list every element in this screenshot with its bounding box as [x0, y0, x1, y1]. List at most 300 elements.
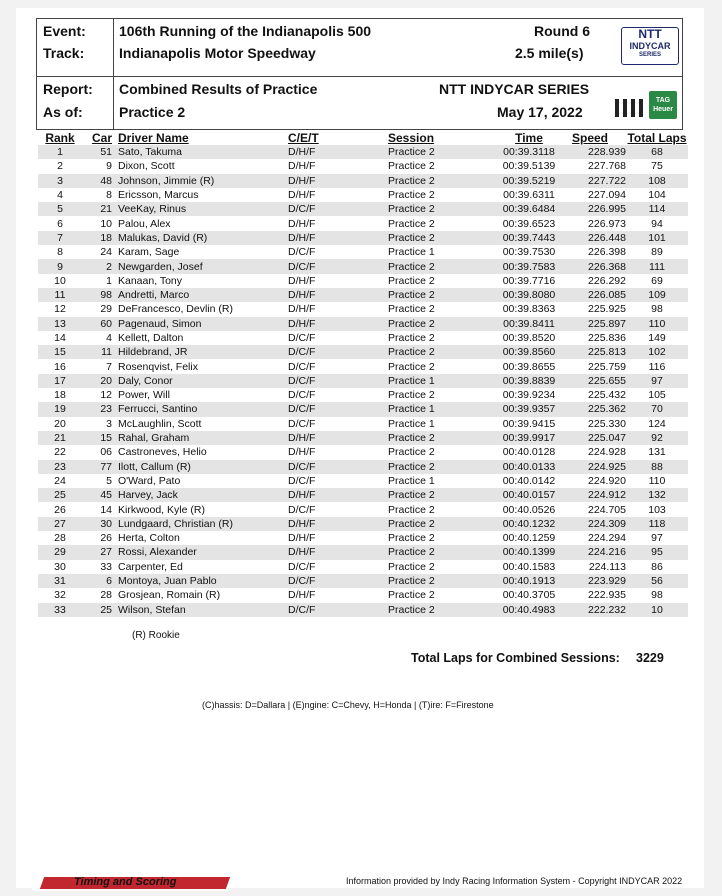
- rank-cell: 32: [54, 589, 66, 602]
- speed-cell: 224.113: [588, 560, 626, 573]
- table-row: [38, 302, 688, 316]
- driver-cell: Ilott, Callum (R): [118, 460, 288, 474]
- session-cell: Practice 1: [388, 474, 435, 487]
- driver-cell: Lundgaard, Christian (R): [118, 517, 288, 531]
- results-table: [38, 131, 688, 617]
- laps-cell: 118: [626, 517, 688, 531]
- session-cell: Practice 2: [388, 332, 435, 344]
- tag-heuer-logo: TAG Heuer: [649, 91, 677, 119]
- time-cell: 00:39.6311: [503, 189, 555, 202]
- cet-cell: D/C/F: [288, 360, 316, 373]
- event-label: Event:: [43, 23, 86, 39]
- laps-cell: 56: [626, 574, 688, 588]
- col-car: Car: [91, 131, 112, 145]
- rank-cell: 22: [54, 446, 66, 459]
- laps-cell: 70: [626, 402, 688, 416]
- time-cell: 00:39.9917: [486, 431, 572, 445]
- car-cell: 6: [82, 574, 118, 588]
- rank-cell: 16: [54, 360, 66, 373]
- cet-cell: D/H/F: [288, 488, 388, 502]
- driver-cell: Dixon, Scott: [118, 160, 175, 173]
- laps-cell: 10: [626, 603, 688, 617]
- table-row: [38, 460, 688, 474]
- table-row: [38, 359, 688, 373]
- report-header: [36, 18, 683, 130]
- car-cell: 29: [100, 303, 112, 316]
- col-total-laps: Total Laps: [627, 131, 687, 145]
- driver-cell: Harvey, Jack: [118, 488, 288, 502]
- session-cell: Practice 2: [388, 545, 486, 559]
- session-cell: Practice 2: [388, 589, 435, 602]
- driver-cell: Hildebrand, JR: [118, 345, 288, 359]
- series-logo-text: SERIES: [638, 52, 661, 58]
- session-cell: Practice 2: [388, 503, 435, 516]
- table-row: [38, 502, 688, 516]
- rank-cell: 29: [38, 545, 82, 559]
- laps-cell: 108: [626, 174, 688, 188]
- table-row: [38, 417, 688, 431]
- car-cell: 9: [106, 160, 112, 173]
- session-cell: Practice 2: [388, 303, 435, 316]
- cet-cell: D/C/F: [288, 603, 388, 617]
- rank-cell: 14: [54, 332, 66, 344]
- session-cell: Practice 2: [388, 603, 486, 617]
- speed-cell: 222.935: [588, 589, 626, 602]
- driver-cell: Rahal, Graham: [118, 431, 288, 445]
- session-cell: Practice 1: [388, 417, 435, 430]
- driver-cell: McLaughlin, Scott: [118, 417, 202, 430]
- time-cell: 00:40.0128: [502, 446, 556, 459]
- rank-cell: 15: [38, 345, 82, 359]
- car-cell: 30: [82, 517, 118, 531]
- car-cell: 20: [82, 374, 118, 388]
- table-row: [38, 245, 688, 259]
- cet-cell: D/C/F: [288, 389, 316, 402]
- session-cell: Practice 2: [388, 174, 486, 188]
- laps-cell: 105: [648, 389, 666, 402]
- speed-cell: 227.094: [588, 189, 626, 202]
- cet-cell: D/H/F: [288, 274, 316, 287]
- speed-cell: 222.232: [572, 603, 626, 617]
- total-laps-label: Total Laps for Combined Sessions:: [411, 651, 620, 665]
- col-driver: Driver Name: [118, 131, 189, 145]
- time-cell: 00:39.7716: [502, 274, 556, 287]
- time-cell: 00:39.8655: [502, 360, 556, 373]
- rank-cell: 9: [38, 259, 82, 273]
- rank-cell: 19: [38, 402, 82, 416]
- table-row: [38, 517, 688, 531]
- car-cell: 21: [82, 202, 118, 216]
- rank-cell: 28: [54, 532, 66, 545]
- rank-cell: 7: [38, 231, 82, 245]
- cet-cell: D/H/F: [288, 589, 316, 602]
- table-row: [38, 545, 688, 559]
- driver-cell: DeFrancesco, Devlin (R): [118, 303, 233, 316]
- cet-cell: D/H/F: [288, 231, 388, 245]
- cet-cell: D/H/F: [288, 532, 316, 545]
- driver-cell: Montoya, Juan Pablo: [118, 574, 288, 588]
- ntt-logo-text: NTT: [638, 27, 662, 41]
- time-cell: 00:40.1913: [486, 574, 572, 588]
- session-cell: Practice 2: [388, 217, 435, 230]
- speed-cell: 227.722: [572, 174, 626, 188]
- speed-cell: 225.432: [588, 389, 626, 402]
- car-cell: 25: [82, 603, 118, 617]
- time-cell: 00:39.9415: [502, 417, 556, 430]
- car-cell: 98: [82, 288, 118, 302]
- table-row: [38, 374, 688, 388]
- session-cell: Practice 2: [388, 317, 486, 331]
- speed-cell: 224.294: [588, 532, 626, 545]
- rank-cell: 10: [54, 274, 66, 287]
- col-time: Time: [515, 131, 543, 145]
- laps-cell: 102: [626, 345, 688, 359]
- cet-cell: D/C/F: [288, 332, 316, 344]
- driver-cell: Ferrucci, Santino: [118, 402, 288, 416]
- car-cell: 3: [106, 417, 112, 430]
- table-row: [38, 431, 688, 445]
- driver-cell: Power, Will: [118, 389, 170, 402]
- table-row: [38, 531, 688, 545]
- laps-cell: 114: [626, 202, 688, 216]
- table-row: [38, 159, 688, 173]
- driver-cell: Carpenter, Ed: [118, 560, 183, 573]
- speed-cell: 224.216: [572, 545, 626, 559]
- speed-cell: 224.920: [588, 474, 626, 487]
- cet-cell: D/C/F: [288, 560, 316, 573]
- laps-cell: 101: [626, 231, 688, 245]
- track-value: Indianapolis Motor Speedway: [119, 45, 316, 61]
- cet-cell: D/H/F: [288, 545, 388, 559]
- speed-cell: 225.813: [572, 345, 626, 359]
- speed-cell: 225.759: [588, 360, 626, 373]
- speed-cell: 226.448: [572, 231, 626, 245]
- speed-cell: 226.368: [572, 259, 626, 273]
- time-cell: 00:39.9357: [486, 402, 572, 416]
- speed-cell: 225.836: [588, 332, 626, 344]
- rank-cell: 33: [38, 603, 82, 617]
- session-cell: Practice 2: [388, 160, 435, 173]
- rank-cell: 11: [38, 288, 82, 302]
- rank-cell: 27: [38, 517, 82, 531]
- laps-cell: 110: [648, 474, 666, 487]
- speed-cell: 225.362: [572, 402, 626, 416]
- speed-cell: 226.995: [572, 202, 626, 216]
- rank-cell: 12: [54, 303, 66, 316]
- car-cell: 60: [82, 317, 118, 331]
- session-cell: Practice 2: [388, 560, 435, 573]
- session-cell: Practice 1: [388, 374, 486, 388]
- laps-cell: 132: [626, 488, 688, 502]
- table-row: [38, 588, 688, 602]
- car-cell: 23: [82, 402, 118, 416]
- table-row: [38, 216, 688, 230]
- session-cell: Practice 2: [388, 431, 486, 445]
- cet-cell: D/C/F: [288, 460, 388, 474]
- session-cell: Practice 1: [388, 402, 486, 416]
- rookie-note: (R) Rookie: [132, 630, 180, 641]
- speed-cell: 225.655: [572, 374, 626, 388]
- car-cell: 33: [100, 560, 112, 573]
- laps-cell: 124: [648, 417, 666, 430]
- car-cell: 8: [106, 189, 112, 202]
- time-cell: 00:39.7530: [502, 246, 556, 259]
- driver-cell: Sato, Takuma: [118, 145, 288, 159]
- table-row: [38, 259, 688, 273]
- car-cell: 77: [82, 460, 118, 474]
- car-cell: 27: [82, 545, 118, 559]
- laps-cell: 69: [651, 274, 663, 287]
- table-row: [38, 474, 688, 488]
- driver-cell: Daly, Conor: [118, 374, 288, 388]
- laps-cell: 86: [651, 560, 663, 573]
- laps-cell: 95: [626, 545, 688, 559]
- table-row: [38, 288, 688, 302]
- speed-cell: 223.929: [572, 574, 626, 588]
- table-row: [38, 174, 688, 188]
- rank-cell: 3: [38, 174, 82, 188]
- car-cell: 14: [100, 503, 112, 516]
- table-row: [38, 231, 688, 245]
- time-cell: 00:39.8411: [486, 317, 572, 331]
- table-row: [38, 402, 688, 416]
- rank-cell: 25: [38, 488, 82, 502]
- time-cell: 00:39.6484: [486, 202, 572, 216]
- driver-cell: Malukas, David (R): [118, 231, 288, 245]
- cet-cell: D/C/F: [288, 202, 388, 216]
- distance: 2.5 mile(s): [515, 45, 584, 61]
- footer-copyright: Information provided by Indy Racing Information System - Copyright INDYCAR 2022: [346, 876, 683, 886]
- driver-cell: Castroneves, Helio: [118, 446, 207, 459]
- time-cell: 00:40.1399: [486, 545, 572, 559]
- car-cell: 4: [106, 332, 112, 344]
- speed-cell: 227.768: [588, 160, 626, 173]
- car-cell: 7: [106, 360, 112, 373]
- cet-cell: D/H/F: [288, 446, 316, 459]
- session-cell: Practice 2: [388, 360, 435, 373]
- round: Round 6: [534, 23, 590, 39]
- driver-cell: Herta, Colton: [118, 532, 180, 545]
- driver-cell: Johnson, Jimmie (R): [118, 174, 288, 188]
- car-cell: 28: [100, 589, 112, 602]
- cet-cell: D/H/F: [288, 303, 316, 316]
- table-row: [38, 560, 688, 574]
- table-row: [38, 603, 688, 617]
- checkered-flag-icon: [615, 99, 643, 117]
- cet-cell: D/C/F: [288, 345, 388, 359]
- time-cell: 00:39.5139: [502, 160, 556, 173]
- speed-cell: 225.925: [588, 303, 626, 316]
- cet-cell: D/H/F: [288, 160, 316, 173]
- laps-cell: 75: [651, 160, 663, 173]
- driver-cell: Kellett, Dalton: [118, 332, 184, 344]
- report-label: Report:: [43, 81, 93, 97]
- rank-cell: 26: [54, 503, 66, 516]
- driver-cell: VeeKay, Rinus: [118, 202, 288, 216]
- total-laps-value: 3229: [636, 651, 664, 665]
- laps-cell: 92: [626, 431, 688, 445]
- car-cell: 48: [82, 174, 118, 188]
- driver-cell: Ericsson, Marcus: [118, 189, 199, 202]
- table-row: [38, 274, 688, 288]
- table-row: [38, 188, 688, 202]
- laps-cell: 97: [651, 532, 663, 545]
- speed-cell: 224.925: [572, 460, 626, 474]
- col-speed: Speed: [572, 131, 609, 145]
- time-cell: 00:39.8520: [502, 332, 556, 344]
- session-cell: Practice 2: [388, 446, 435, 459]
- cet-cell: D/H/F: [288, 174, 388, 188]
- speed-cell: 224.928: [588, 446, 626, 459]
- report-date: May 17, 2022: [497, 104, 583, 120]
- rank-cell: 13: [38, 317, 82, 331]
- session-cell: Practice 2: [388, 274, 435, 287]
- cet-cell: D/C/F: [288, 574, 388, 588]
- car-cell: 5: [106, 474, 112, 487]
- session-cell: Practice 1: [388, 246, 435, 259]
- rank-cell: 2: [57, 160, 63, 173]
- driver-cell: Rosenqvist, Felix: [118, 360, 198, 373]
- table-header-row: [38, 131, 688, 145]
- table-row: [38, 574, 688, 588]
- driver-cell: Kirkwood, Kyle (R): [118, 503, 205, 516]
- driver-cell: Rossi, Alexander: [118, 545, 288, 559]
- laps-cell: 110: [626, 317, 688, 331]
- car-cell: 51: [82, 145, 118, 159]
- session-cell: Practice 2: [388, 488, 486, 502]
- table-row: [38, 331, 688, 345]
- time-cell: 00:40.0133: [486, 460, 572, 474]
- rank-cell: 23: [38, 460, 82, 474]
- asof-label: As of:: [43, 104, 83, 120]
- laps-cell: 116: [648, 360, 666, 373]
- car-cell: 1: [106, 274, 112, 287]
- laps-cell: 131: [648, 446, 666, 459]
- session-cell: Practice 2: [388, 145, 486, 159]
- time-cell: 00:39.5219: [486, 174, 572, 188]
- series-name: NTT INDYCAR SERIES: [439, 81, 590, 97]
- driver-cell: Wilson, Stefan: [118, 603, 288, 617]
- driver-cell: Andretti, Marco: [118, 288, 288, 302]
- session-cell: Practice 2: [388, 574, 486, 588]
- laps-cell: 104: [648, 189, 666, 202]
- time-cell: 00:40.0157: [486, 488, 572, 502]
- laps-cell: 98: [651, 303, 663, 316]
- speed-cell: 226.085: [572, 288, 626, 302]
- time-cell: 00:40.0526: [502, 503, 556, 516]
- time-cell: 00:40.1259: [502, 532, 556, 545]
- table-row: [38, 445, 688, 459]
- table-row: [38, 145, 688, 159]
- car-cell: 12: [100, 389, 112, 402]
- laps-cell: 94: [651, 217, 663, 230]
- table-row: [38, 345, 688, 359]
- cet-cell: D/C/F: [288, 474, 316, 487]
- time-cell: 00:39.3118: [486, 145, 572, 159]
- table-row: [38, 202, 688, 216]
- laps-cell: 97: [626, 374, 688, 388]
- session-cell: Practice 2: [388, 231, 486, 245]
- speed-cell: 226.292: [588, 274, 626, 287]
- cet-legend: (C)hassis: D=Dallara | (E)ngine: C=Chevy, H=Honda | (T)ire: F=Firestone: [202, 700, 494, 710]
- timing-scoring-logo-text: Timing and Scoring: [74, 876, 177, 888]
- car-cell: 10: [100, 217, 112, 230]
- cet-cell: D/C/F: [288, 259, 388, 273]
- speed-cell: 225.047: [572, 431, 626, 445]
- car-cell: 45: [82, 488, 118, 502]
- cet-cell: D/C/F: [288, 402, 388, 416]
- speed-cell: 224.705: [588, 503, 626, 516]
- results-sheet: [16, 8, 704, 888]
- session-cell: Practice 2: [388, 189, 435, 202]
- laps-cell: 111: [626, 259, 688, 273]
- rank-cell: 4: [57, 189, 63, 202]
- rank-cell: 6: [57, 217, 63, 230]
- laps-cell: 98: [651, 589, 663, 602]
- speed-cell: 226.398: [588, 246, 626, 259]
- driver-cell: Grosjean, Romain (R): [118, 589, 221, 602]
- time-cell: 00:39.8560: [486, 345, 572, 359]
- col-cet: C/E/T: [288, 131, 319, 145]
- laps-cell: 103: [648, 503, 666, 516]
- rank-cell: 1: [38, 145, 82, 159]
- rank-cell: 18: [54, 389, 66, 402]
- rank-cell: 31: [38, 574, 82, 588]
- session-cell: Practice 2: [388, 345, 486, 359]
- session-cell: Practice 2: [388, 202, 486, 216]
- indycar-logo-text: INDYCAR: [629, 41, 671, 51]
- speed-cell: 224.309: [572, 517, 626, 531]
- time-cell: 00:40.4983: [486, 603, 572, 617]
- cet-cell: D/H/F: [288, 317, 388, 331]
- session-cell: Practice 2: [388, 460, 486, 474]
- time-cell: 00:39.7443: [486, 231, 572, 245]
- time-cell: 00:39.8080: [486, 288, 572, 302]
- car-cell: 11: [82, 345, 118, 359]
- cet-cell: D/H/F: [288, 431, 388, 445]
- time-cell: 00:40.1583: [502, 560, 556, 573]
- car-cell: 06: [100, 446, 112, 459]
- rank-cell: 17: [38, 374, 82, 388]
- time-cell: 00:39.9234: [502, 389, 556, 402]
- track-label: Track:: [43, 45, 85, 61]
- col-session: Session: [388, 131, 435, 145]
- time-cell: 00:39.8839: [486, 374, 572, 388]
- time-cell: 00:39.7583: [486, 259, 572, 273]
- speed-cell: 224.912: [572, 488, 626, 502]
- laps-cell: 88: [626, 460, 688, 474]
- ntt-indycar-logo: [621, 27, 679, 65]
- event-value: 106th Running of the Indianapolis 500: [119, 23, 372, 39]
- time-cell: 00:40.1232: [486, 517, 572, 531]
- laps-cell: 149: [648, 332, 666, 344]
- cet-cell: D/C/F: [288, 503, 316, 516]
- cet-cell: D/H/F: [288, 288, 388, 302]
- cet-cell: D/H/F: [288, 145, 388, 159]
- rank-cell: 21: [38, 431, 82, 445]
- table-row: [38, 488, 688, 502]
- table-row: [38, 388, 688, 402]
- cet-cell: D/C/F: [288, 246, 316, 259]
- rank-cell: 20: [54, 417, 66, 430]
- report-value: Combined Results of Practice: [119, 81, 318, 97]
- rank-cell: 8: [57, 246, 63, 259]
- cet-cell: D/C/F: [288, 374, 388, 388]
- cet-cell: D/H/F: [288, 517, 388, 531]
- rank-cell: 24: [54, 474, 66, 487]
- speed-cell: 225.897: [572, 317, 626, 331]
- time-cell: 00:40.0142: [502, 474, 556, 487]
